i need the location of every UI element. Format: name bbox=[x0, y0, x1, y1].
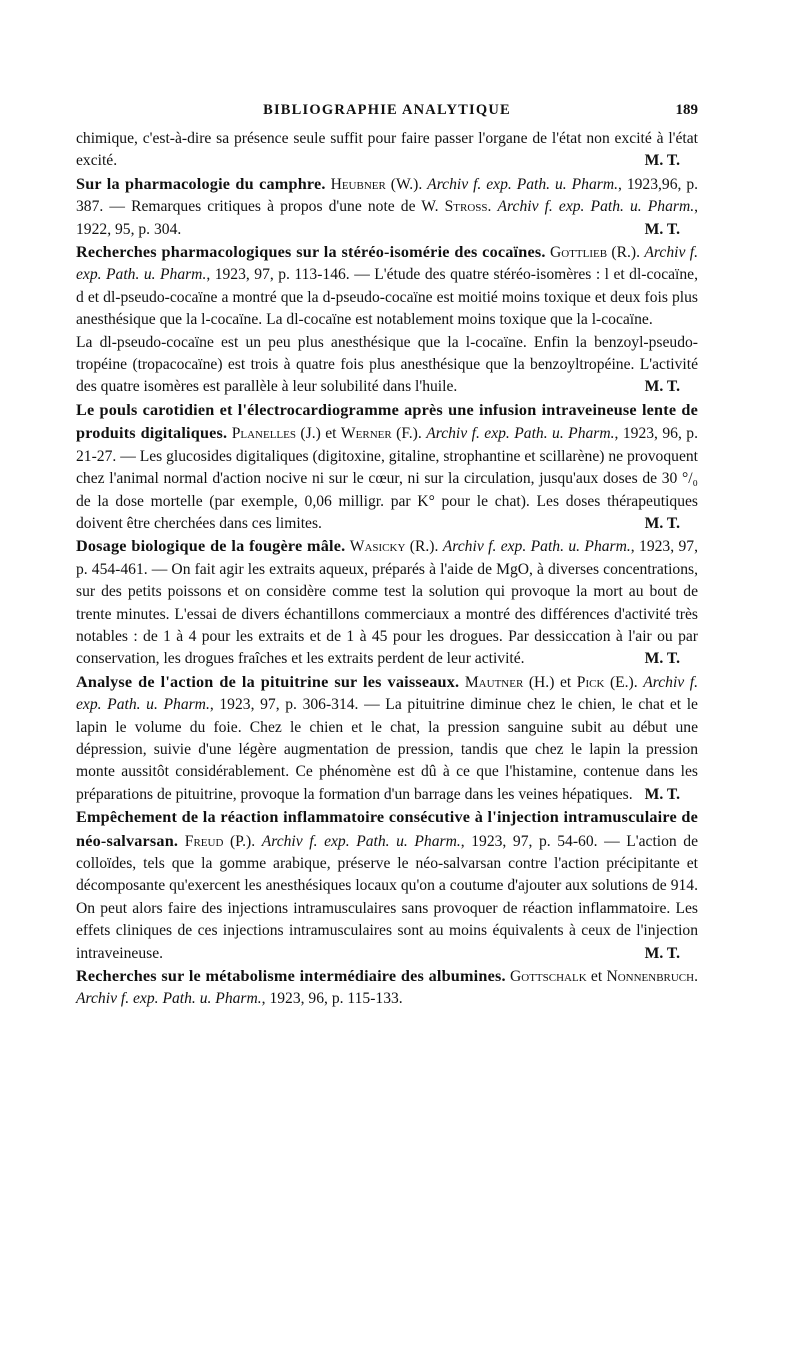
entry-source: Archiv f. exp. Path. u. Pharm. bbox=[261, 832, 461, 850]
entry-author: Gottschalk bbox=[509, 968, 587, 986]
running-title: BIBLIOGRAPHIE ANALYTIQUE bbox=[263, 102, 511, 118]
entry-source: Archiv f. exp. Path. u. Pharm. bbox=[76, 990, 262, 1008]
entry-author-initials: (J.) et bbox=[296, 425, 341, 443]
entry-source-2: Archiv f. exp. Path. u. Pharm. bbox=[497, 198, 695, 216]
entry-citation: , 1923, 96, p. 115-133. bbox=[261, 990, 403, 1008]
entry-text: — L'étude des quatre stéréo-isomères : l et dl-cocaïne, d et dl-pseudo-cocaïne a montré que la d-pseudo-cocaïne est moitié moins toxique et deux fois plus anesthésique que la l-cocaïne. La dl-cocaïne est notablement moins toxique que la l-cocaïne. bbox=[76, 266, 698, 329]
entry-citation: , 1923, 97, p. 54-60. bbox=[460, 832, 598, 850]
entry-camphre bbox=[76, 173, 698, 241]
running-head bbox=[76, 100, 698, 124]
entry-title: Empêchement de la réaction inflammatoire consécutive à l'injection intramusculaire de néo-salvarsan. bbox=[76, 808, 698, 850]
entry-author-initials: (H.) et bbox=[523, 673, 577, 691]
entry-source: Archiv f. exp. Path. u. Pharm. bbox=[442, 538, 631, 556]
entry-source: Archiv f. exp. Path. u. Pharm. bbox=[76, 244, 698, 284]
entry-citation: , 1923, 97, p. 306-314. bbox=[209, 696, 359, 714]
entry-author-2: Nonnenbruch bbox=[606, 968, 695, 986]
entry-author-connector: et bbox=[586, 968, 607, 986]
entry-author-initials: (R.). bbox=[607, 244, 645, 262]
entry-author: Heubner bbox=[330, 175, 386, 193]
entry-author-2: Pick bbox=[576, 673, 605, 691]
entry-citation: , 1923,96, p. 387. — Remarques critiques à propos d'une note de W. bbox=[76, 175, 699, 216]
entry-author: Mautner bbox=[464, 673, 524, 691]
entry-author-2-initials: (E.). bbox=[604, 673, 644, 691]
entry-albumines bbox=[76, 965, 698, 1011]
entry-citation-2: . bbox=[487, 198, 498, 216]
entry-author-2-initials: (F.). bbox=[391, 425, 427, 443]
entry-text-2: La dl-pseudo-cocaïne est un peu plus anesthésique que la l-cocaïne. Enfin la benzoyl-pseudo-tropéine (tropacocaïne) est trois à quatre fois plus anesthésique que la benzoyltropéine. L'activité des quatre isomères est parallèle à leur solubilité dans l'huile. bbox=[76, 333, 698, 396]
entry-signature: M. T. bbox=[644, 220, 680, 238]
entry-title: Le pouls carotidien et l'électrocardiogramme après une infusion intraveineuse lente de produits digitaliques. bbox=[76, 400, 698, 443]
entry-title: Recherches sur le métabolisme intermédiaire des albumines. bbox=[76, 967, 506, 986]
entry-pouls bbox=[76, 399, 698, 535]
entry-signature: M. T. bbox=[644, 944, 680, 962]
entry-pituitrine bbox=[76, 671, 698, 806]
entry-author-initials: (P.). bbox=[223, 832, 262, 850]
entry-author-initials: (W.). bbox=[385, 175, 428, 193]
entry-text: — L'action de colloïdes, tels que la gomme arabique, préserve le néo-salvarsan contre l'action précipitante et décomposante qu'exercent les anesthésiques locaux qu'on a coutume d'ajouter aux solutions de 914. On peut alors faire des injections intramusculaires sans provoquer de réaction inflammatoire. Les effets cliniques de ces injections intramusculaires sont au moins équivalents à ceux de l'injection intraveineuse. bbox=[76, 832, 699, 962]
entry-cocaines-cont bbox=[76, 332, 698, 399]
entry-title: Dosage biologique de la fougère mâle. bbox=[76, 537, 346, 556]
entry-author: Planelles bbox=[231, 425, 296, 443]
entry-continued bbox=[76, 128, 698, 173]
entry-title: Sur la pharmacologie du camphre. bbox=[76, 174, 326, 193]
entry-citation: , 1923, 97, p. 454-461. bbox=[76, 538, 698, 578]
entry-author-2-suffix: . bbox=[694, 968, 698, 986]
entry-text: — On fait agir les extraits aqueux, préparés à l'aide de MgO, à diverses concentrations, sur des petits poissons et on considère comme test la solution qui provoque la mort au bout de trente minutes. L'essai de divers échantillons commerciaux a montré des différences d'activité très notables : de 1 à 4 pour les extraits et de 1 à 45 pour les drogues. Par dessiccation à l'air ou par conservation, les drogues fraîches et les extraits perdent de leur activité. bbox=[76, 560, 698, 668]
entry-signature: M. T. bbox=[644, 378, 680, 396]
page-number: 189 bbox=[675, 102, 698, 118]
entry-text: — Les glucosides digitaliques (digitoxine, gitaline, strophantine et scillarène) ne provoquent chez l'animal normal d'action nocive ni sur le cœur, ni sur la circulation, jusqu'aux doses de 30 °/₀ de la dose mortelle (par exemple, 0,06 milligr. par K° pour le chat). Les doses thérapeutiques doivent être cherchées dans ces limites. bbox=[76, 447, 698, 532]
entry-cocaines bbox=[76, 241, 698, 332]
entry-salvarsan bbox=[76, 806, 698, 965]
entry-author: Gottlieb bbox=[549, 244, 608, 262]
entry-text: — La pituitrine diminue chez le chien, le chat et le lapin le volume du foie. Chez le chien et le chat, la pression sanguine subit au début une dépression, suivie d'une légère augmentation de pression, tandis que chez le lapin la pression monte aussitôt considérablement. Ce phénomène est dû à ce que l'histamine, contenue dans les préparations de pituitrine, provoque la formation d'un barrage dans les veines hépatiques. bbox=[76, 696, 698, 803]
entry-fougere bbox=[76, 535, 698, 670]
entry-signature: M. T. bbox=[644, 785, 680, 803]
article-body bbox=[76, 128, 698, 1011]
entry-signature: M. T. bbox=[644, 650, 680, 668]
entry-source: Archiv f. exp. Path. u. Pharm. bbox=[427, 175, 618, 193]
entry-title: Analyse de l'action de la pituitrine sur les vaisseaux. bbox=[76, 672, 460, 691]
entry-author-2: Stross bbox=[444, 198, 488, 216]
entry-author: Freud bbox=[184, 832, 224, 850]
entry-author: Wasicky bbox=[349, 538, 406, 556]
entry-author-2: Werner bbox=[340, 425, 392, 443]
entry-source: Archiv f. exp. Path. u. Pharm. bbox=[426, 425, 615, 443]
entry-citation: , 1923, 96, p. 21-27. bbox=[76, 425, 698, 465]
entry-citation-3: , 1922, 95, p. 304. bbox=[76, 198, 699, 238]
document-page bbox=[76, 100, 698, 1011]
entry-citation: , 1923, 97, p. 113-146. bbox=[206, 266, 350, 284]
entry-source: Archiv f. exp. Path. u. Pharm. bbox=[76, 673, 698, 714]
entry-signature: M. T. bbox=[644, 514, 680, 532]
entry-author-initials: (R.). bbox=[405, 538, 443, 556]
entry-signature: M. T. bbox=[644, 152, 680, 170]
entry-text: chimique, c'est-à-dire sa présence seule suffit pour faire passer l'organe de l'état non excité à l'état excité. bbox=[76, 130, 698, 170]
entry-title: Recherches pharmacologiques sur la stéréo-isomérie des cocaïnes. bbox=[76, 243, 546, 262]
